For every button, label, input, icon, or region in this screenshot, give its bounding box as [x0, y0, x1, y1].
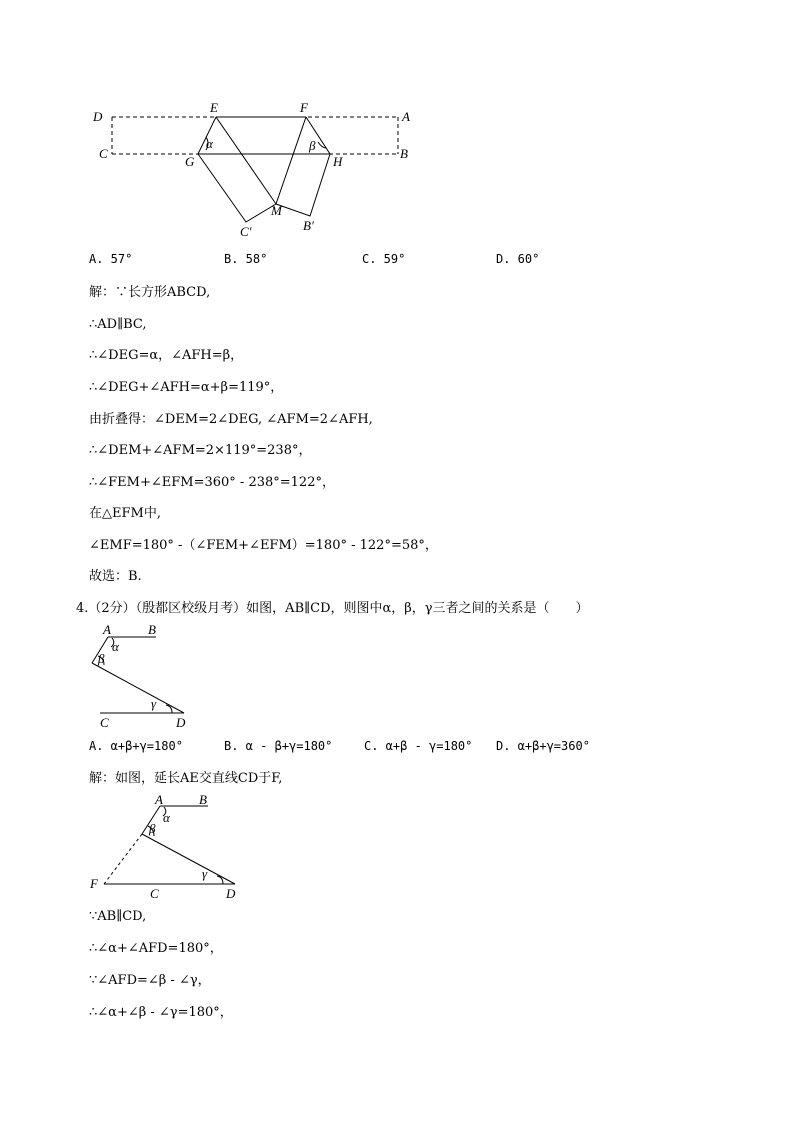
fig1-label-b: B	[400, 146, 408, 161]
fig1-label-f: F	[300, 100, 308, 115]
q4-label-d: D	[176, 715, 186, 730]
q3-option-b: B. 58°	[224, 252, 268, 266]
q3-solution-line: 由折叠得：∠DEM=2∠DEG, ∠AFM=2∠AFH,	[89, 412, 373, 427]
q3-solution-line: 解：∵长方形ABCD,	[89, 285, 211, 300]
q3-solution-line: ∴∠FEM+∠EFM=360° - 238°=122°，	[89, 475, 335, 490]
q4-solution-intro: 解：如图，延长AE交直线CD于F,	[89, 771, 283, 786]
q4-label-gamma: γ	[151, 696, 157, 711]
fig1-label-h: H	[333, 154, 343, 169]
q3-solution-line: ∴∠DEM+∠AFM=2×119°=238°，	[89, 443, 312, 458]
q3-solution-line: ∴∠DEG=α，∠AFH=β，	[89, 348, 244, 363]
q4-option-d: D. α+β+γ=360°	[496, 739, 590, 753]
fig1-label-a: A	[402, 109, 410, 124]
fig1-label-cprime: C′	[240, 224, 252, 239]
q3-option-c: C. 59°	[362, 252, 406, 266]
q4-stem: 4.（2分）（殷都区校级月考）如图，AB∥CD，则图中α，β，γ三者之间的关系是（ ）	[76, 601, 589, 616]
sol-label-beta: β	[149, 821, 156, 836]
q3-solution-line: ∠EMF=180° -（∠FEM+∠EFM）=180° - 122°=58°，	[89, 538, 438, 553]
sol-label-c: C	[150, 886, 159, 901]
q3-solution-line: 在△EFM中,	[89, 506, 161, 521]
q3-solution-line: 故选：B.	[89, 569, 142, 584]
q3-option-a: A. 57°	[89, 252, 133, 266]
q4-option-b: B. α - β+γ=180°	[224, 739, 333, 753]
fig1-label-alpha: α	[206, 136, 213, 151]
q4-label-a: A	[103, 622, 111, 637]
fig1-label-g: G	[185, 154, 195, 169]
q4-option-a: A. α+β+γ=180°	[89, 739, 183, 753]
q4-label-b: B	[148, 622, 156, 637]
sol-label-d: D	[226, 886, 236, 901]
q4-label-beta: β	[98, 651, 105, 666]
fig1-label-c: C	[99, 146, 108, 161]
q3-solution-line: ∴∠DEG+∠AFH=α+β=119°，	[89, 380, 284, 395]
q4-solution-line: ∴∠α+∠β - ∠γ=180°，	[89, 1005, 233, 1020]
fig1-label-e: E	[210, 100, 218, 115]
sol-label-f: F	[90, 876, 98, 891]
sol-label-a: A	[155, 792, 163, 807]
fig1-label-m: M	[271, 203, 282, 218]
q4-solution-line: ∵∠AFD=∠β - ∠γ，	[89, 973, 211, 988]
sol-label-b: B	[199, 792, 207, 807]
q4-solution-line: ∴∠α+∠AFD=180°，	[89, 941, 223, 956]
fig1-label-beta: β	[309, 138, 316, 153]
q4-solution-line: ∵AB∥CD,	[89, 909, 147, 924]
q3-solution-line: ∴AD∥BC,	[89, 317, 147, 332]
fig1-label-bprime: B′	[303, 218, 314, 233]
sol-label-alpha: α	[163, 810, 170, 825]
sol-label-gamma: γ	[202, 866, 208, 881]
q4-label-c: C	[100, 715, 109, 730]
q3-option-d: D. 60°	[496, 252, 540, 266]
q4-label-alpha: α	[112, 639, 119, 654]
q4-option-c: C. α+β - γ=180°	[364, 739, 473, 753]
fig1-label-d: D	[93, 109, 103, 124]
